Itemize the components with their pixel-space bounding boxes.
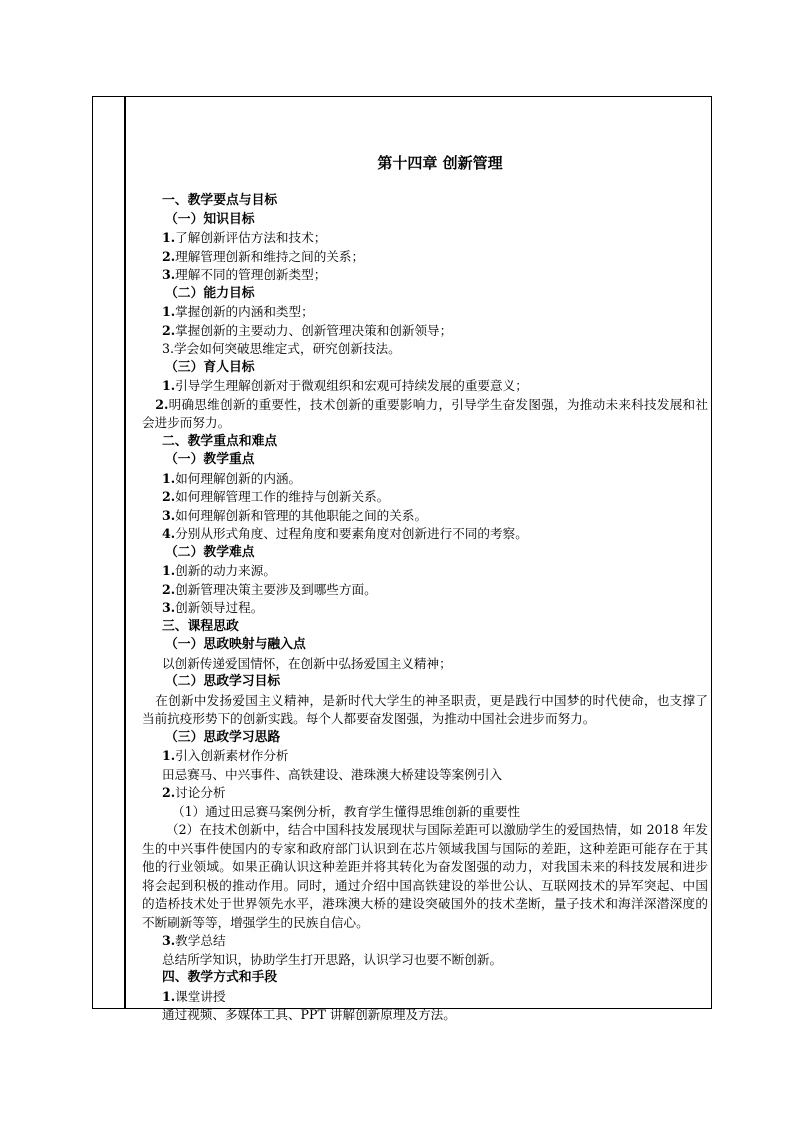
- list-item: 2.创新管理决策主要涉及到哪些方面。: [162, 581, 377, 597]
- body-paragraph: 在创新中发扬爱国主义精神，是新时代大学生的神圣职责，更是践行中国梦的时代使命，也支撑了当前抗疫形势下的创新实践。每个人都要奋发图强，为推动中国社会进步而努力。: [142, 692, 708, 726]
- list-item-detail: 总结所学知识，协助学生打开思路，认识学习也要不断创新。: [162, 951, 503, 967]
- list-item: 1.创新的动力来源。: [162, 563, 276, 578]
- list-item: 4.分别从形式角度、过程角度和要素角度对创新进行不同的考察。: [162, 526, 528, 541]
- subsection-heading: （三）育人目标: [165, 359, 255, 375]
- document-body: [142, 150, 708, 1025]
- list-item: 1.课堂讲授: [162, 988, 226, 1004]
- list-item: 3.教学总结: [162, 933, 226, 948]
- list-item: 3.理解不同的管理创新类型；: [162, 267, 327, 282]
- subsection-heading: （二）能力目标: [165, 285, 255, 301]
- list-item: 3.学会如何突破思维定式，研究创新技法。: [162, 341, 401, 356]
- list-item: 3.创新领导过程。: [162, 600, 264, 615]
- section-heading: 四、教学方式和手段: [162, 970, 278, 985]
- list-item: 1.引入创新素材作分析: [162, 748, 289, 763]
- list-item: 1.掌握创新的内涵和类型；: [162, 304, 314, 319]
- list-item-detail: （1）通过田忌赛马案例分析，教育学生懂得思维创新的重要性: [172, 803, 521, 819]
- list-item: 1.引导学生理解创新对于微观组织和宏观可持续发展的重要意义；: [162, 378, 528, 393]
- subsection-heading: （一）教学重点: [165, 452, 255, 467]
- subsection-heading: （一）知识目标: [165, 211, 255, 227]
- list-item-detail: 田忌赛马、中兴事件、高铁建设、港珠澳大桥建设等案例引入: [162, 766, 503, 782]
- list-item: 2.讨论分析: [162, 785, 226, 800]
- subsection-heading: （二）教学难点: [165, 544, 255, 560]
- list-item: 1.了解创新评估方法和技术；: [162, 230, 327, 245]
- subsection-heading: （三）思政学习思路: [165, 729, 281, 745]
- list-item: 2.掌握创新的主要动力、创新管理决策和创新领导；: [162, 322, 453, 338]
- subsection-heading: （二）思政学习目标: [165, 674, 281, 689]
- subsection-heading: （一）思政映射与融入点: [165, 637, 306, 652]
- section-heading: 二、教学重点和难点: [162, 433, 278, 449]
- list-item: 3.如何理解创新和管理的其他职能之间的关系。: [162, 507, 428, 523]
- chapter-title: 第十四章 创新管理: [377, 154, 503, 172]
- list-item-detail: 通过视频、多媒体工具、PPT 讲解创新原理及方法。: [162, 1007, 456, 1022]
- section-heading: 一、教学要点与目标: [162, 193, 278, 208]
- list-item: 2.如何理解管理工作的维持与创新关系。: [162, 489, 390, 504]
- section-heading: 三、课程思政: [162, 618, 239, 634]
- body-text: 以创新传递爱国情怀，在创新中弘扬爱国主义精神；: [162, 655, 452, 671]
- list-item-paragraph: 2.明确思维创新的重要性，技术创新的重要影响力，引导学生奋发图强，为推动未来科技发展和社会进步而努力。: [142, 396, 708, 430]
- list-item: 2.理解管理创新和维持之间的关系；: [162, 248, 365, 264]
- body-paragraph: （2）在技术创新中，结合中国科技发展现状与国际差距可以激励学生的爱国热情，如 2018 年发生的中兴事件使国内的专家和政府部门认识到在芯片领域我国与国际的差距，这种差距可能存在于其他的行业领域。如果正确认识这种差距并将其转化为奋发图强的动力，对我国未来的科技发展和进步将会起到积极的推动作用。同时，通过介绍中国高铁建设的举世公认、互联网技术的异军突起、中国的造桥技术处于世界领先水平，港珠澳大桥的建设突破国外的技术垄断，量子技术和海洋深潜深度的不断刷新等等，增强学生的民族自信心。: [142, 822, 708, 930]
- list-item: 1.如何理解创新的内涵。: [162, 470, 302, 486]
- column-divider: [124, 96, 126, 1009]
